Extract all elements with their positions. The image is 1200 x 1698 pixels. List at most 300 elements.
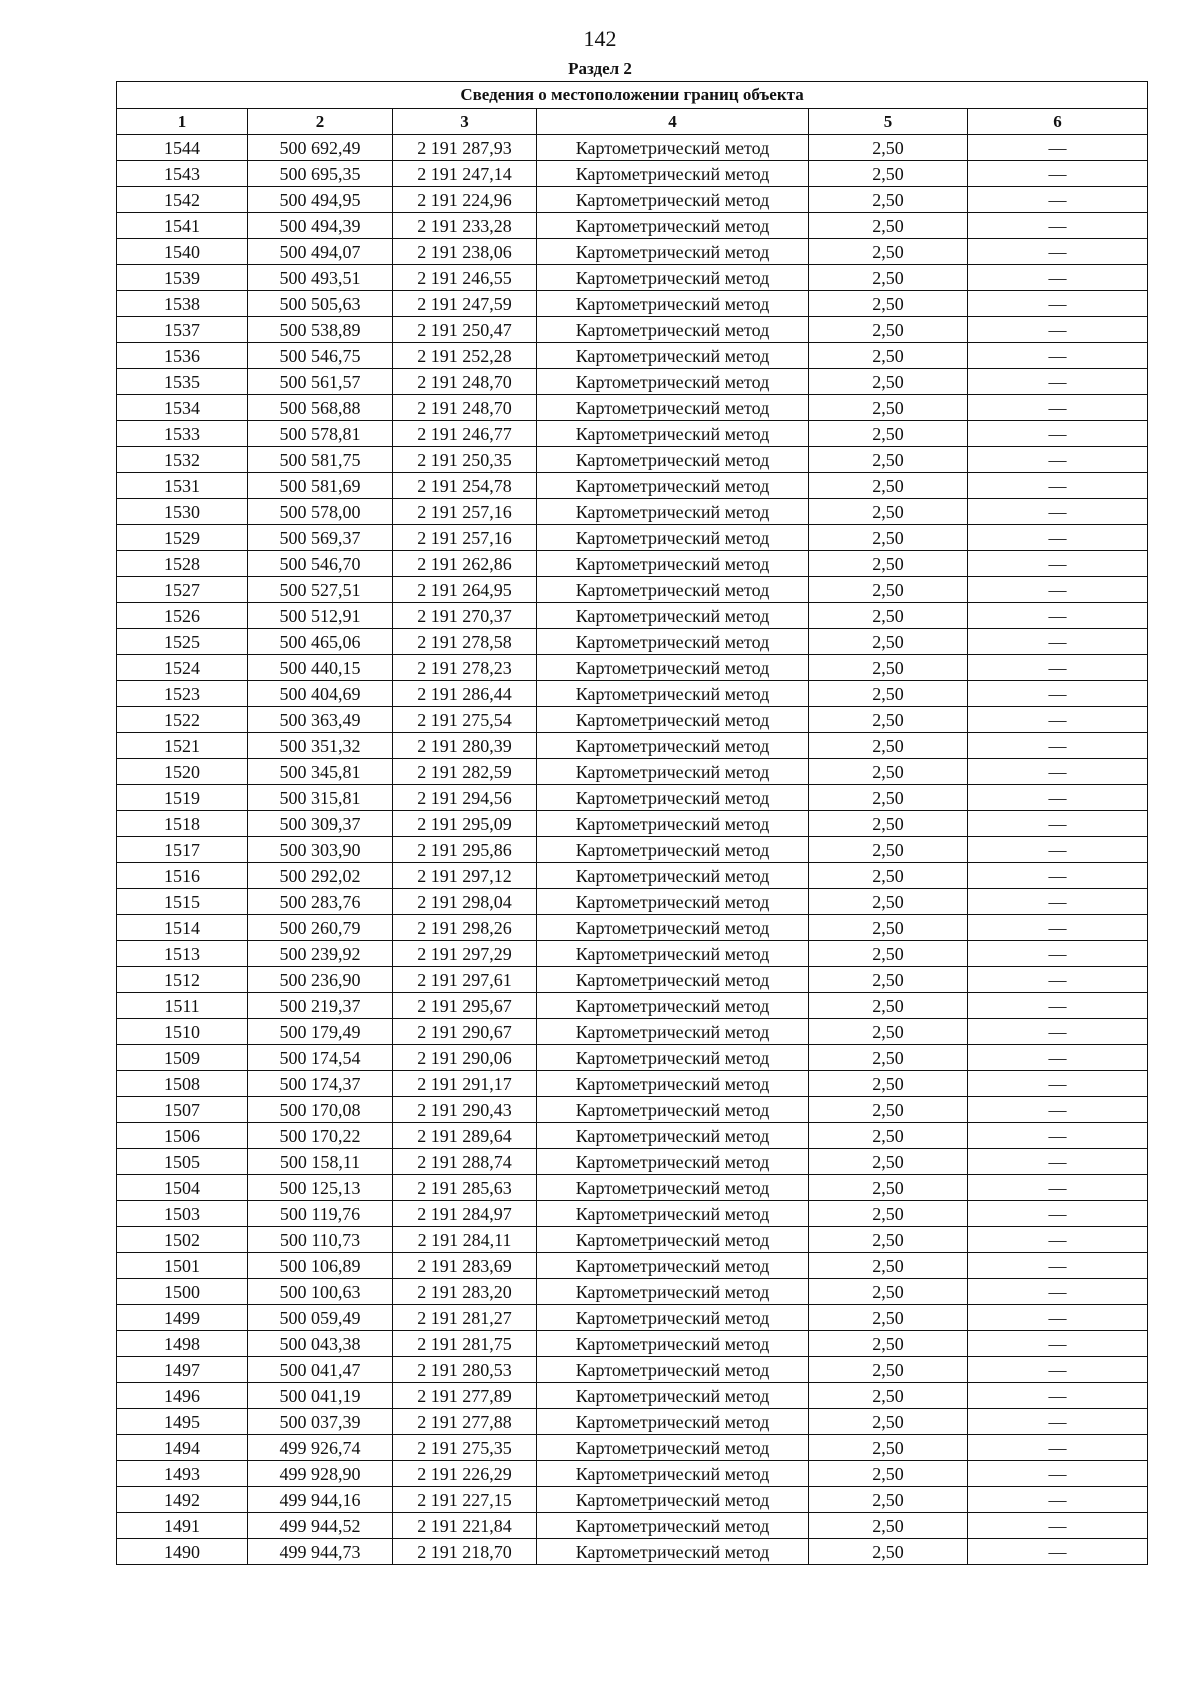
note-cell: — [968, 161, 1148, 187]
table-row [117, 681, 1148, 707]
table-row [117, 967, 1148, 993]
accuracy-cell: 2,50 [809, 265, 968, 291]
point-number-cell: 1511 [117, 993, 248, 1019]
accuracy-cell: 2,50 [809, 395, 968, 421]
point-number-cell: 1523 [117, 681, 248, 707]
method-cell: Картометрический метод [537, 1071, 809, 1097]
x-coordinate-cell: 500 561,57 [248, 369, 393, 395]
y-coordinate-cell: 2 191 280,53 [393, 1357, 537, 1383]
table-row [117, 473, 1148, 499]
table-row [117, 1513, 1148, 1539]
method-cell: Картометрический метод [537, 1409, 809, 1435]
note-cell: — [968, 1539, 1148, 1565]
note-cell: — [968, 1409, 1148, 1435]
accuracy-cell: 2,50 [809, 1253, 968, 1279]
x-coordinate-cell: 500 351,32 [248, 733, 393, 759]
method-cell: Картометрический метод [537, 187, 809, 213]
accuracy-cell: 2,50 [809, 1149, 968, 1175]
point-number-cell: 1543 [117, 161, 248, 187]
y-coordinate-cell: 2 191 290,06 [393, 1045, 537, 1071]
y-coordinate-cell: 2 191 297,12 [393, 863, 537, 889]
y-coordinate-cell: 2 191 286,44 [393, 681, 537, 707]
x-coordinate-cell: 500 041,47 [248, 1357, 393, 1383]
accuracy-cell: 2,50 [809, 1019, 968, 1045]
x-coordinate-cell: 500 043,38 [248, 1331, 393, 1357]
y-coordinate-cell: 2 191 218,70 [393, 1539, 537, 1565]
note-cell: — [968, 525, 1148, 551]
note-cell: — [968, 1279, 1148, 1305]
x-coordinate-cell: 499 926,74 [248, 1435, 393, 1461]
point-number-cell: 1502 [117, 1227, 248, 1253]
x-coordinate-cell: 500 538,89 [248, 317, 393, 343]
accuracy-cell: 2,50 [809, 1279, 968, 1305]
note-cell: — [968, 369, 1148, 395]
method-cell: Картометрический метод [537, 655, 809, 681]
table-row [117, 395, 1148, 421]
method-cell: Картометрический метод [537, 1045, 809, 1071]
method-cell: Картометрический метод [537, 603, 809, 629]
x-coordinate-cell: 500 546,75 [248, 343, 393, 369]
y-coordinate-cell: 2 191 278,58 [393, 629, 537, 655]
note-cell: — [968, 447, 1148, 473]
y-coordinate-cell: 2 191 246,55 [393, 265, 537, 291]
point-number-cell: 1524 [117, 655, 248, 681]
y-coordinate-cell: 2 191 238,06 [393, 239, 537, 265]
x-coordinate-cell: 500 283,76 [248, 889, 393, 915]
table-row [117, 577, 1148, 603]
table-row [117, 1149, 1148, 1175]
accuracy-cell: 2,50 [809, 915, 968, 941]
note-cell: — [968, 499, 1148, 525]
x-coordinate-cell: 500 527,51 [248, 577, 393, 603]
accuracy-cell: 2,50 [809, 1305, 968, 1331]
point-number-cell: 1538 [117, 291, 248, 317]
note-cell: — [968, 603, 1148, 629]
method-cell: Картометрический метод [537, 421, 809, 447]
x-coordinate-cell: 500 505,63 [248, 291, 393, 317]
x-coordinate-cell: 500 568,88 [248, 395, 393, 421]
x-coordinate-cell: 500 546,70 [248, 551, 393, 577]
note-cell: — [968, 1253, 1148, 1279]
point-number-cell: 1536 [117, 343, 248, 369]
accuracy-cell: 2,50 [809, 343, 968, 369]
y-coordinate-cell: 2 191 247,59 [393, 291, 537, 317]
method-cell: Картометрический метод [537, 1435, 809, 1461]
method-cell: Картометрический метод [537, 1331, 809, 1357]
accuracy-cell: 2,50 [809, 1227, 968, 1253]
note-cell: — [968, 291, 1148, 317]
y-coordinate-cell: 2 191 290,67 [393, 1019, 537, 1045]
method-cell: Картометрический метод [537, 525, 809, 551]
method-cell: Картометрический метод [537, 1097, 809, 1123]
table-row [117, 1331, 1148, 1357]
y-coordinate-cell: 2 191 250,35 [393, 447, 537, 473]
y-coordinate-cell: 2 191 257,16 [393, 525, 537, 551]
table-row [117, 707, 1148, 733]
y-coordinate-cell: 2 191 247,14 [393, 161, 537, 187]
x-coordinate-cell: 500 170,22 [248, 1123, 393, 1149]
note-cell: — [968, 629, 1148, 655]
note-cell: — [968, 655, 1148, 681]
y-coordinate-cell: 2 191 275,35 [393, 1435, 537, 1461]
accuracy-cell: 2,50 [809, 1097, 968, 1123]
table-row [117, 941, 1148, 967]
accuracy-cell: 2,50 [809, 213, 968, 239]
point-number-cell: 1505 [117, 1149, 248, 1175]
accuracy-cell: 2,50 [809, 1383, 968, 1409]
point-number-cell: 1520 [117, 759, 248, 785]
y-coordinate-cell: 2 191 264,95 [393, 577, 537, 603]
y-coordinate-cell: 2 191 250,47 [393, 317, 537, 343]
x-coordinate-cell: 500 569,37 [248, 525, 393, 551]
x-coordinate-cell: 500 494,07 [248, 239, 393, 265]
point-number-cell: 1491 [117, 1513, 248, 1539]
x-coordinate-cell: 500 119,76 [248, 1201, 393, 1227]
method-cell: Картометрический метод [537, 213, 809, 239]
y-coordinate-cell: 2 191 233,28 [393, 213, 537, 239]
point-number-cell: 1507 [117, 1097, 248, 1123]
y-coordinate-cell: 2 191 289,64 [393, 1123, 537, 1149]
x-coordinate-cell: 500 260,79 [248, 915, 393, 941]
point-number-cell: 1530 [117, 499, 248, 525]
point-number-cell: 1496 [117, 1383, 248, 1409]
method-cell: Картометрический метод [537, 837, 809, 863]
note-cell: — [968, 811, 1148, 837]
x-coordinate-cell: 500 315,81 [248, 785, 393, 811]
method-cell: Картометрический метод [537, 1487, 809, 1513]
method-cell: Картометрический метод [537, 1279, 809, 1305]
table-row [117, 889, 1148, 915]
y-coordinate-cell: 2 191 262,86 [393, 551, 537, 577]
point-number-cell: 1497 [117, 1357, 248, 1383]
table-caption: Сведения о местоположении границ объекта [117, 82, 1148, 109]
accuracy-cell: 2,50 [809, 473, 968, 499]
note-cell: — [968, 1149, 1148, 1175]
x-coordinate-cell: 500 041,19 [248, 1383, 393, 1409]
table-row [117, 1487, 1148, 1513]
x-coordinate-cell: 500 170,08 [248, 1097, 393, 1123]
column-header: 6 [968, 109, 1148, 135]
method-cell: Картометрический метод [537, 759, 809, 785]
note-cell: — [968, 1201, 1148, 1227]
x-coordinate-cell: 500 494,95 [248, 187, 393, 213]
x-coordinate-cell: 500 292,02 [248, 863, 393, 889]
table-row [117, 1201, 1148, 1227]
point-number-cell: 1526 [117, 603, 248, 629]
accuracy-cell: 2,50 [809, 369, 968, 395]
point-number-cell: 1528 [117, 551, 248, 577]
point-number-cell: 1501 [117, 1253, 248, 1279]
table-row [117, 811, 1148, 837]
point-number-cell: 1531 [117, 473, 248, 499]
accuracy-cell: 2,50 [809, 603, 968, 629]
note-cell: — [968, 1487, 1148, 1513]
x-coordinate-cell: 499 944,16 [248, 1487, 393, 1513]
y-coordinate-cell: 2 191 295,67 [393, 993, 537, 1019]
table-row [117, 291, 1148, 317]
note-cell: — [968, 1513, 1148, 1539]
x-coordinate-cell: 500 695,35 [248, 161, 393, 187]
accuracy-cell: 2,50 [809, 1175, 968, 1201]
accuracy-cell: 2,50 [809, 161, 968, 187]
point-number-cell: 1535 [117, 369, 248, 395]
y-coordinate-cell: 2 191 295,09 [393, 811, 537, 837]
point-number-cell: 1508 [117, 1071, 248, 1097]
note-cell: — [968, 889, 1148, 915]
method-cell: Картометрический метод [537, 577, 809, 603]
y-coordinate-cell: 2 191 282,59 [393, 759, 537, 785]
y-coordinate-cell: 2 191 252,28 [393, 343, 537, 369]
point-number-cell: 1533 [117, 421, 248, 447]
point-number-cell: 1513 [117, 941, 248, 967]
accuracy-cell: 2,50 [809, 863, 968, 889]
method-cell: Картометрический метод [537, 369, 809, 395]
point-number-cell: 1499 [117, 1305, 248, 1331]
note-cell: — [968, 993, 1148, 1019]
x-coordinate-cell: 500 363,49 [248, 707, 393, 733]
point-number-cell: 1518 [117, 811, 248, 837]
table-row [117, 499, 1148, 525]
x-coordinate-cell: 499 944,52 [248, 1513, 393, 1539]
y-coordinate-cell: 2 191 297,29 [393, 941, 537, 967]
note-cell: — [968, 941, 1148, 967]
accuracy-cell: 2,50 [809, 629, 968, 655]
boundary-coordinates-table [116, 81, 1148, 1565]
y-coordinate-cell: 2 191 283,69 [393, 1253, 537, 1279]
table-row [117, 759, 1148, 785]
method-cell: Картометрический метод [537, 1383, 809, 1409]
y-coordinate-cell: 2 191 290,43 [393, 1097, 537, 1123]
point-number-cell: 1515 [117, 889, 248, 915]
x-coordinate-cell: 500 404,69 [248, 681, 393, 707]
table-row [117, 213, 1148, 239]
y-coordinate-cell: 2 191 224,96 [393, 187, 537, 213]
accuracy-cell: 2,50 [809, 1461, 968, 1487]
accuracy-cell: 2,50 [809, 655, 968, 681]
y-coordinate-cell: 2 191 248,70 [393, 369, 537, 395]
point-number-cell: 1539 [117, 265, 248, 291]
point-number-cell: 1509 [117, 1045, 248, 1071]
note-cell: — [968, 1435, 1148, 1461]
accuracy-cell: 2,50 [809, 525, 968, 551]
accuracy-cell: 2,50 [809, 1409, 968, 1435]
table-row [117, 343, 1148, 369]
x-coordinate-cell: 500 692,49 [248, 135, 393, 161]
point-number-cell: 1525 [117, 629, 248, 655]
method-cell: Картометрический метод [537, 681, 809, 707]
x-coordinate-cell: 500 110,73 [248, 1227, 393, 1253]
table-row [117, 837, 1148, 863]
column-header: 5 [809, 109, 968, 135]
y-coordinate-cell: 2 191 275,54 [393, 707, 537, 733]
point-number-cell: 1498 [117, 1331, 248, 1357]
x-coordinate-cell: 500 179,49 [248, 1019, 393, 1045]
table-row [117, 135, 1148, 161]
point-number-cell: 1534 [117, 395, 248, 421]
y-coordinate-cell: 2 191 295,86 [393, 837, 537, 863]
y-coordinate-cell: 2 191 277,89 [393, 1383, 537, 1409]
accuracy-cell: 2,50 [809, 941, 968, 967]
section-title: Раздел 2 [568, 59, 632, 78]
point-number-cell: 1517 [117, 837, 248, 863]
table-caption-row [117, 82, 1148, 109]
note-cell: — [968, 1461, 1148, 1487]
method-cell: Картометрический метод [537, 499, 809, 525]
note-cell: — [968, 1097, 1148, 1123]
x-coordinate-cell: 500 303,90 [248, 837, 393, 863]
table-row [117, 1305, 1148, 1331]
point-number-cell: 1503 [117, 1201, 248, 1227]
y-coordinate-cell: 2 191 291,17 [393, 1071, 537, 1097]
accuracy-cell: 2,50 [809, 889, 968, 915]
table-row [117, 1409, 1148, 1435]
note-cell: — [968, 759, 1148, 785]
table-row [117, 265, 1148, 291]
x-coordinate-cell: 500 239,92 [248, 941, 393, 967]
method-cell: Картометрический метод [537, 1201, 809, 1227]
note-cell: — [968, 135, 1148, 161]
point-number-cell: 1529 [117, 525, 248, 551]
point-number-cell: 1522 [117, 707, 248, 733]
x-coordinate-cell: 500 125,13 [248, 1175, 393, 1201]
point-number-cell: 1527 [117, 577, 248, 603]
method-cell: Картометрический метод [537, 1123, 809, 1149]
accuracy-cell: 2,50 [809, 1513, 968, 1539]
note-cell: — [968, 785, 1148, 811]
table-row [117, 1253, 1148, 1279]
note-cell: — [968, 1123, 1148, 1149]
accuracy-cell: 2,50 [809, 1123, 968, 1149]
table-row [117, 1045, 1148, 1071]
column-header: 1 [117, 109, 248, 135]
table-row [117, 421, 1148, 447]
method-cell: Картометрический метод [537, 1227, 809, 1253]
y-coordinate-cell: 2 191 284,11 [393, 1227, 537, 1253]
note-cell: — [968, 1175, 1148, 1201]
y-coordinate-cell: 2 191 270,37 [393, 603, 537, 629]
method-cell: Картометрический метод [537, 551, 809, 577]
note-cell: — [968, 863, 1148, 889]
method-cell: Картометрический метод [537, 1357, 809, 1383]
accuracy-cell: 2,50 [809, 1071, 968, 1097]
point-number-cell: 1532 [117, 447, 248, 473]
y-coordinate-cell: 2 191 297,61 [393, 967, 537, 993]
accuracy-cell: 2,50 [809, 187, 968, 213]
point-number-cell: 1500 [117, 1279, 248, 1305]
x-coordinate-cell: 500 100,63 [248, 1279, 393, 1305]
method-cell: Картометрический метод [537, 447, 809, 473]
x-coordinate-cell: 500 219,37 [248, 993, 393, 1019]
note-cell: — [968, 1305, 1148, 1331]
point-number-cell: 1516 [117, 863, 248, 889]
method-cell: Картометрический метод [537, 343, 809, 369]
table-row [117, 993, 1148, 1019]
table-row [117, 603, 1148, 629]
y-coordinate-cell: 2 191 254,78 [393, 473, 537, 499]
table-row [117, 785, 1148, 811]
accuracy-cell: 2,50 [809, 681, 968, 707]
point-number-cell: 1540 [117, 239, 248, 265]
accuracy-cell: 2,50 [809, 421, 968, 447]
x-coordinate-cell: 500 493,51 [248, 265, 393, 291]
x-coordinate-cell: 499 944,73 [248, 1539, 393, 1565]
y-coordinate-cell: 2 191 257,16 [393, 499, 537, 525]
x-coordinate-cell: 500 581,75 [248, 447, 393, 473]
table-row [117, 1175, 1148, 1201]
method-cell: Картометрический метод [537, 161, 809, 187]
note-cell: — [968, 1357, 1148, 1383]
y-coordinate-cell: 2 191 298,26 [393, 915, 537, 941]
x-coordinate-cell: 500 059,49 [248, 1305, 393, 1331]
table-row [117, 161, 1148, 187]
note-cell: — [968, 915, 1148, 941]
y-coordinate-cell: 2 191 298,04 [393, 889, 537, 915]
point-number-cell: 1544 [117, 135, 248, 161]
method-cell: Картометрический метод [537, 239, 809, 265]
table-row [117, 239, 1148, 265]
x-coordinate-cell: 500 106,89 [248, 1253, 393, 1279]
x-coordinate-cell: 500 174,37 [248, 1071, 393, 1097]
point-number-cell: 1519 [117, 785, 248, 811]
table-row [117, 629, 1148, 655]
table-row [117, 525, 1148, 551]
column-header: 3 [393, 109, 537, 135]
x-coordinate-cell: 500 581,69 [248, 473, 393, 499]
y-coordinate-cell: 2 191 226,29 [393, 1461, 537, 1487]
note-cell: — [968, 213, 1148, 239]
accuracy-cell: 2,50 [809, 447, 968, 473]
table-row [117, 1019, 1148, 1045]
x-coordinate-cell: 500 037,39 [248, 1409, 393, 1435]
point-number-cell: 1490 [117, 1539, 248, 1565]
method-cell: Картометрический метод [537, 473, 809, 499]
accuracy-cell: 2,50 [809, 577, 968, 603]
note-cell: — [968, 421, 1148, 447]
note-cell: — [968, 473, 1148, 499]
point-number-cell: 1506 [117, 1123, 248, 1149]
note-cell: — [968, 1071, 1148, 1097]
y-coordinate-cell: 2 191 281,27 [393, 1305, 537, 1331]
table-row [117, 1435, 1148, 1461]
accuracy-cell: 2,50 [809, 1331, 968, 1357]
y-coordinate-cell: 2 191 281,75 [393, 1331, 537, 1357]
accuracy-cell: 2,50 [809, 1201, 968, 1227]
accuracy-cell: 2,50 [809, 499, 968, 525]
method-cell: Картометрический метод [537, 733, 809, 759]
table-row [117, 863, 1148, 889]
accuracy-cell: 2,50 [809, 733, 968, 759]
table-row [117, 551, 1148, 577]
note-cell: — [968, 707, 1148, 733]
method-cell: Картометрический метод [537, 629, 809, 655]
column-header: 2 [248, 109, 393, 135]
point-number-cell: 1494 [117, 1435, 248, 1461]
x-coordinate-cell: 499 928,90 [248, 1461, 393, 1487]
y-coordinate-cell: 2 191 283,20 [393, 1279, 537, 1305]
y-coordinate-cell: 2 191 277,88 [393, 1409, 537, 1435]
method-cell: Картометрический метод [537, 135, 809, 161]
table-row [117, 655, 1148, 681]
method-cell: Картометрический метод [537, 1305, 809, 1331]
note-cell: — [968, 343, 1148, 369]
point-number-cell: 1514 [117, 915, 248, 941]
method-cell: Картометрический метод [537, 1253, 809, 1279]
method-cell: Картометрический метод [537, 291, 809, 317]
method-cell: Картометрический метод [537, 1513, 809, 1539]
method-cell: Картометрический метод [537, 889, 809, 915]
y-coordinate-cell: 2 191 280,39 [393, 733, 537, 759]
method-cell: Картометрический метод [537, 993, 809, 1019]
